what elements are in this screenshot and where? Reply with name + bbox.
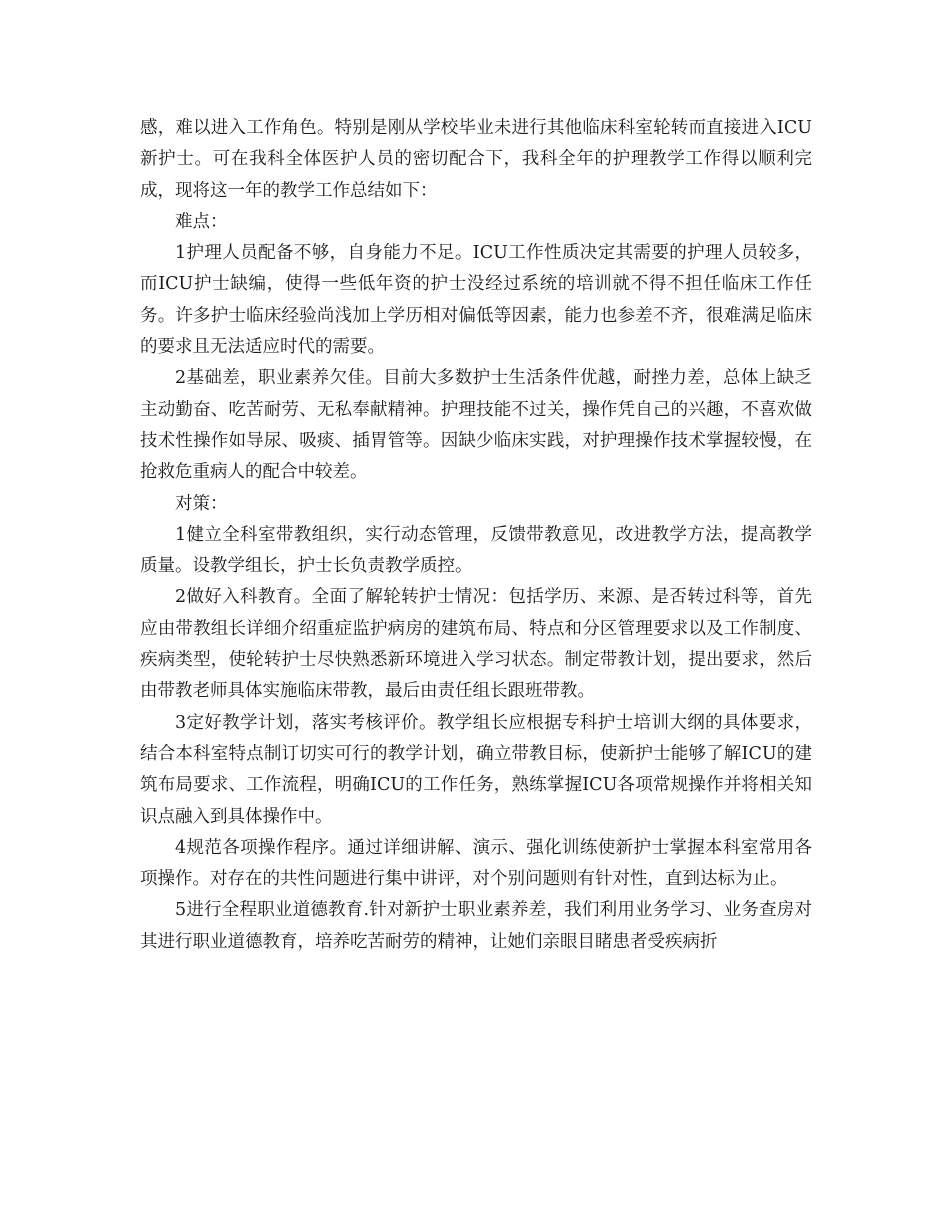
paragraph-difficulty-2: 2基础差，职业素养欠佳。目前大多数护士生活条件优越，耐挫力差，总体上缺乏主动勤奋、吃苦耐劳、无私奉献精神。护理技能不过关，操作凭自己的兴趣，不喜欢做技术性操作如导尿、吸痰、插胃管等。因缺少临床实践，对护理操作技术掌握较慢，在抢救危重病人的配合中较差。	[140, 368, 812, 483]
heading-difficulties: 难点：	[175, 211, 228, 232]
paragraph-countermeasure-5: 5进行全程职业道德教育.针对新护士职业素养差，我们利用业务学习、业务查房对其进行职业道德教育，培养吃苦耐劳的精神，让她们亲眼目睹患者受疾病折	[140, 900, 812, 952]
heading-countermeasures: 对策：	[175, 493, 228, 514]
paragraph-intro-continuation: 感，难以进入工作角色。特别是刚从学校毕业未进行其他临床科室轮转而直接进入ICU新护士。可在我科全体医护人员的密切配合下，我科全年的护理教学工作得以顺利完成，现将这一年的教学工作总结如下：	[140, 118, 812, 201]
paragraph-countermeasure-3: 3定好教学计划，落实考核评价。教学组长应根据专科护士培训大纲的具体要求，结合本科室特点制订切实可行的教学计划，确立带教目标，使新护士能够了解ICU的建筑布局要求、工作流程，明确ICU的工作任务，熟练掌握ICU各项常规操作并将相关知识点融入到具体操作中。	[140, 712, 812, 827]
paragraph-countermeasure-2: 2做好入科教育。全面了解轮转护士情况：包括学历、来源、是否转过科等，首先应由带教组长详细介绍重症监护病房的建筑布局、特点和分区管理要求以及工作制度、疾病类型，使轮转护士尽快熟悉新环境进入学习状态。制定带教计划，提出要求，然后由带教老师具体实施临床带教，最后由责任组长跟班带教。	[140, 587, 812, 702]
paragraph-countermeasure-1: 1健立全科室带教组织，实行动态管理，反馈带教意见，改进教学方法，提高教学质量。设教学组长，护士长负责教学质控。	[140, 524, 812, 577]
paragraph-countermeasure-4: 4规范各项操作程序。通过详细讲解、演示、强化训练使新护士掌握本科室常用各项操作。对存在的共性问题进行集中讲评，对个别问题则有针对性，直到达标为止。	[140, 837, 812, 890]
paragraph-difficulty-1: 1护理人员配备不够，自身能力不足。ICU工作性质决定其需要的护理人员较多，而ICU护士缺编，使得一些低年资的护士没经过系统的培训就不得不担任临床工作任务。许多护士临床经验尚浅加上学历相对偏低等因素，能力也参差不齐，很难满足临床的要求且无法适应时代的需要。	[140, 243, 812, 358]
document-body	[140, 113, 812, 958]
